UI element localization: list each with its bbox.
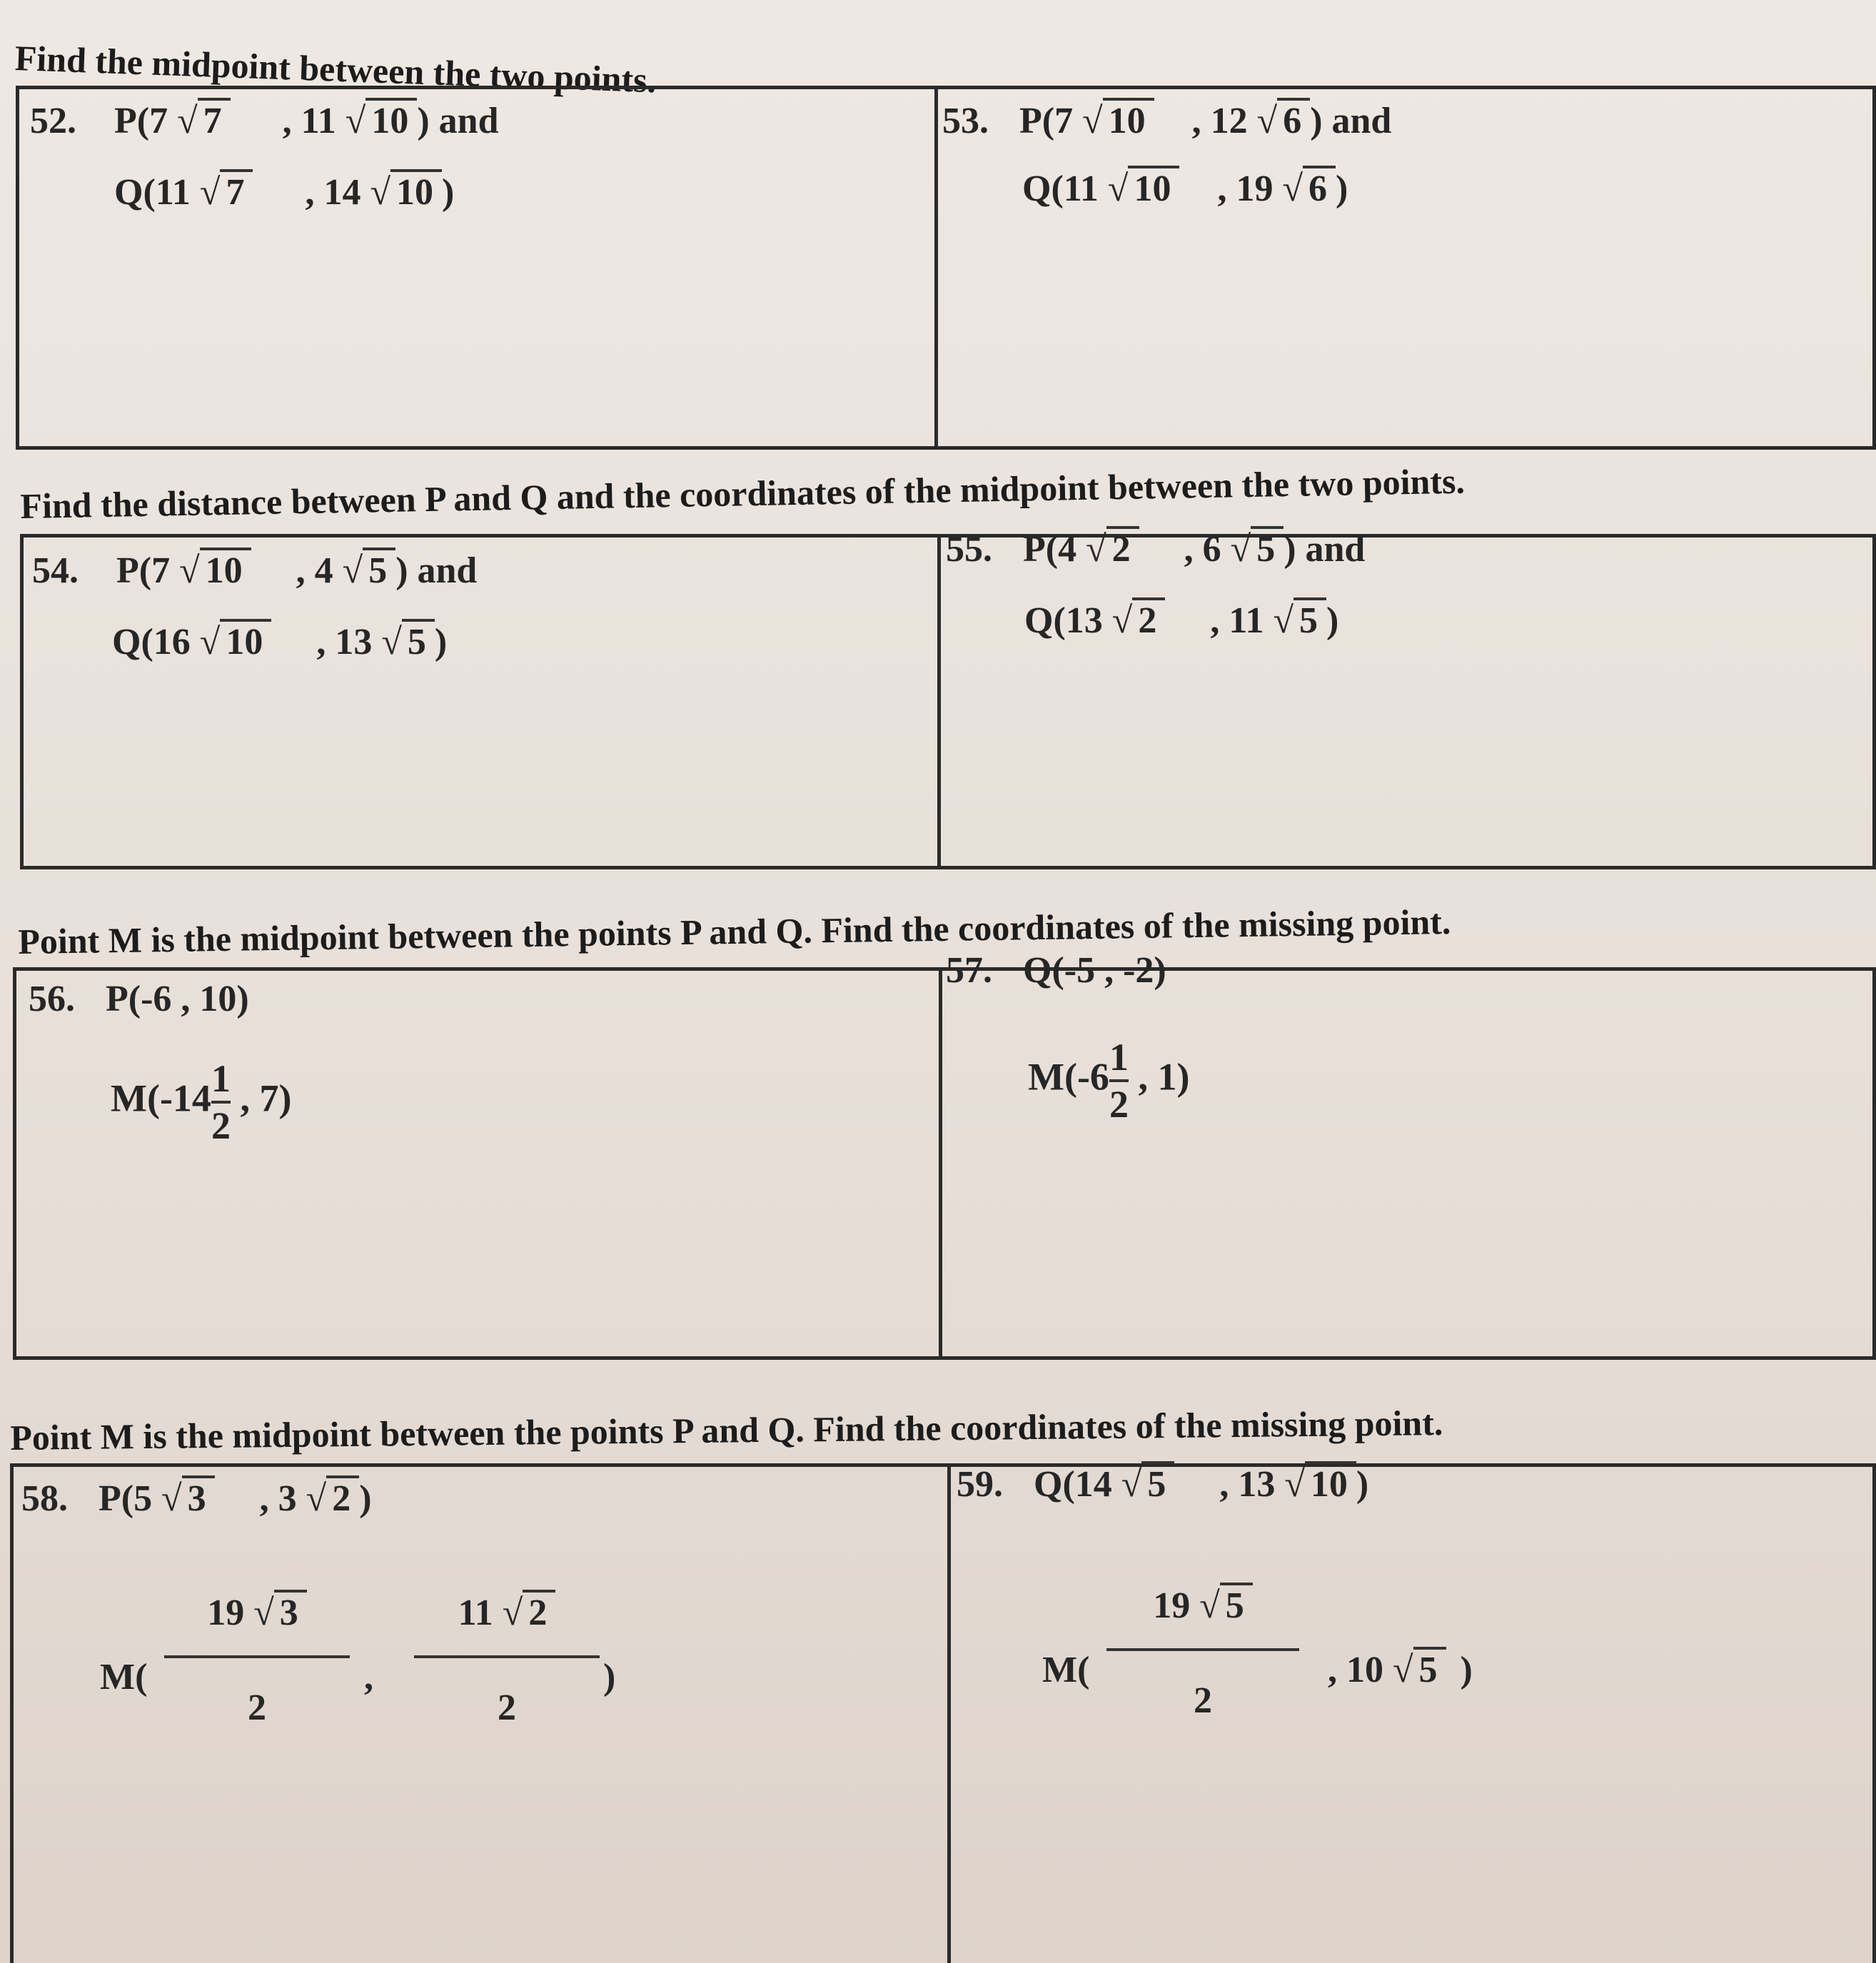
- fraction-x: 19 √ 3 2: [164, 1592, 350, 1729]
- section-box-3: [13, 967, 1876, 1360]
- problem-number: 57.: [946, 950, 992, 991]
- radicand: 7: [198, 98, 231, 141]
- problem-number: 55.: [946, 529, 992, 570]
- fraction: $\frac{1}{2}$: [211, 1057, 231, 1147]
- q-coordinate: Q(11: [114, 172, 191, 213]
- p-coordinate: P(4: [1023, 529, 1077, 570]
- coordinate-part: , 11: [1210, 600, 1264, 641]
- fraction-x: 19 √ 5 2: [1106, 1585, 1299, 1722]
- radicand: 10: [1305, 1461, 1356, 1505]
- p-coordinate: P(-6 , 10): [106, 979, 249, 1019]
- radicand: 10: [200, 547, 251, 591]
- q-coordinate: Q(14: [1034, 1464, 1112, 1505]
- problem-number: 56.: [29, 979, 75, 1019]
- coordinate-end: , 7): [240, 1076, 292, 1120]
- radicand: 5: [1141, 1461, 1174, 1505]
- coordinate-part: , 13: [316, 622, 373, 662]
- radicand: 2: [1132, 597, 1165, 641]
- problem-number: 54.: [32, 550, 79, 591]
- p-coordinate: P(7: [116, 550, 171, 591]
- coordinate-part: , 11: [282, 101, 336, 141]
- problem-number: 52.: [30, 101, 76, 141]
- radicand: 2: [326, 1475, 359, 1519]
- radicand: 10: [365, 98, 417, 141]
- coordinate-part: , 3: [259, 1478, 297, 1519]
- coordinate-end: ) and: [417, 101, 499, 141]
- comma: ,: [364, 1657, 373, 1697]
- fraction: $\frac{1}{2}$: [1109, 1036, 1129, 1126]
- m-y-coordinate: , 10 √ 5 ): [1328, 1649, 1473, 1691]
- coordinate-end: ): [442, 172, 455, 213]
- coordinate-end: ): [434, 622, 448, 662]
- radicand: 6: [1303, 166, 1336, 209]
- problem-58-midpoint: [100, 1656, 147, 1698]
- coordinate-end: ) and: [395, 550, 478, 591]
- q-coordinate: Q(-5 , -2): [1023, 950, 1166, 991]
- coordinate-end: ): [359, 1478, 372, 1519]
- problem-59-midpoint: [1042, 1649, 1089, 1691]
- problem-number: 59.: [957, 1464, 1003, 1505]
- coordinate-end: ) and: [1310, 101, 1392, 141]
- p-coordinate: P(7: [114, 101, 168, 141]
- problem-number: 53.: [942, 101, 989, 141]
- close-paren: ): [603, 1657, 616, 1697]
- coordinate-end: ): [1336, 168, 1348, 209]
- radicand: 10: [1103, 98, 1154, 141]
- q-coordinate: Q(16: [112, 622, 191, 662]
- section-heading-midpoint: Find the midpoint between the two points.: [14, 37, 657, 101]
- coordinate-end: ): [1356, 1464, 1369, 1505]
- coordinate-part: , 6: [1184, 529, 1221, 570]
- radicand: 3: [182, 1475, 215, 1519]
- section-heading-distance-midpoint: Find the distance between P and Q and the coordinates of the midpoint between the two points.: [20, 460, 1466, 526]
- radicand: 6: [1277, 98, 1310, 141]
- problem-number: 58.: [21, 1478, 68, 1519]
- radicand: 5: [363, 547, 395, 591]
- radicand: 7: [220, 169, 253, 213]
- radicand: 10: [1128, 166, 1179, 209]
- radicand: 5: [1293, 597, 1326, 641]
- section-heading-missing-point-2: Point M is the midpoint between the points P and Q. Find the coordinates of the missing point.: [10, 1402, 1443, 1458]
- section-heading-missing-point-1: Point M is the midpoint between the points P and Q. Find the coordinates of the missing point.: [18, 901, 1451, 962]
- fraction-y: 11 √ 2 2: [414, 1592, 600, 1729]
- m-coordinate: M(: [1042, 1650, 1090, 1690]
- radicand: 2: [1106, 526, 1139, 570]
- radicand: 10: [390, 169, 442, 213]
- radicand: 5: [402, 619, 435, 662]
- coordinate-part: , 14: [305, 172, 361, 213]
- p-coordinate: P(7: [1019, 101, 1074, 141]
- coordinate-part: , 13: [1219, 1464, 1276, 1505]
- radicand: 10: [220, 619, 271, 662]
- coordinate-part: , 12: [1191, 101, 1248, 141]
- coordinate-end: ) and: [1284, 529, 1366, 570]
- radicand: 5: [1251, 526, 1284, 570]
- m-coordinate: M(-14: [111, 1076, 211, 1120]
- q-coordinate: Q(11: [1022, 168, 1099, 209]
- m-coordinate: M(-6: [1028, 1055, 1109, 1099]
- coordinate-part: , 19: [1217, 168, 1274, 209]
- m-coordinate: M(: [100, 1657, 148, 1697]
- coordinate-part: , 4: [296, 550, 333, 591]
- coordinate-end: ): [1326, 600, 1339, 641]
- p-coordinate: P(5: [99, 1478, 153, 1519]
- q-coordinate: Q(13: [1024, 600, 1103, 641]
- coordinate-end: , 1): [1138, 1055, 1190, 1099]
- worksheet-page: Find the midpoint between the two points. 52. P(7 √ 7 , 11 √ 10 ) and Q(11 √ 7 , 14 √ 10 ) 53. P(7 √ 10 , 12 √ 6 ) and Q(11 √ 10 , 19 √ 6 ) Find the distance between P and Q and the coordinates of the midpoint between the two points. 54. P(7 √ 10 , 4 √ 5 ) and Q(16 √ 10 , 13 √ 5 ) 55. P(4 √ 2 , 6 √ 5 ) and Q(13 √ 2 , 11 √ 5 ) Point M is the midpoint between the points P and Q. Find the coordinates of the missing point. 56. P(-6 , 10) M(-14 $\frac{1}{2}$ , 7) 57. Q(-5 , -2) M(-6 $\frac{1}{2}$ , 1) Point M is the midpoint between the points P and Q. Find the coordinates of the missing point. 58. P(5 √ 3 , 3 √ 2 ) M( 19 √ 3 2 , 11 √ 2 2 ) 59. Q(14 √ 5 , 13 √ 10 ) M( 19 √ 5 2 , 10 √ 5 ): [0, 0, 1876, 1963]
